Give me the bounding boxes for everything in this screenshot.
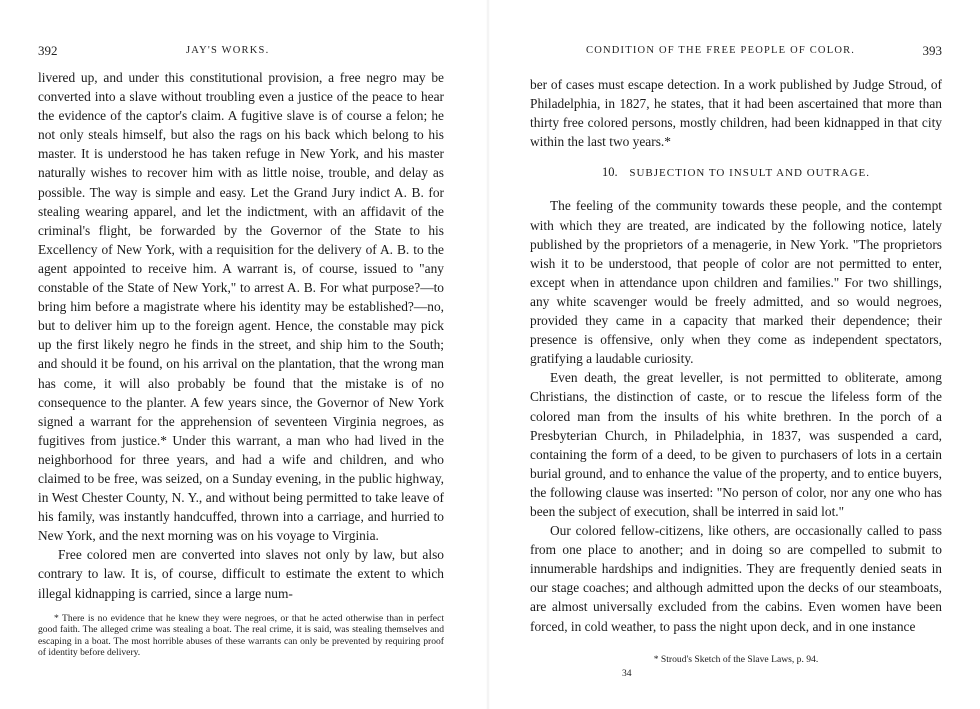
right-footnote: * Stroud's Sketch of the Slave Laws, p. 94. bbox=[653, 654, 819, 665]
left-footnote-text: * There is no evidence that he knew they were negroes, or that he acted otherwise than in perfect good faith. The alleged crime was stealing a boat. The real crime, it is said, was stealing themselves and escaping in a boat. The most horrible abuses of these warrants can only be prevented by requiring proof of identity before delivery. bbox=[38, 613, 444, 659]
right-paragraph-3: Our colored fellow-citizens, like others, are occasionally called to pass from one place to another; and in doing so are compelled to submit to innumerable hardships and indignities. They are frequently denied seats in our stage coaches; and although admitted upon the decks of our steamboats, are almost universally excluded from the cabins. Even women have been forced, in cold weather, to pass the night upon deck, and in one instance bbox=[530, 523, 942, 634]
left-body-text bbox=[38, 68, 444, 603]
right-page-number: 393 bbox=[922, 43, 942, 58]
section-title: SUBJECTION TO INSULT AND OUTRAGE. bbox=[629, 167, 871, 180]
right-paragraph-2: Even death, the great leveller, is not permitted to obliterate, among Christians, the distinction of caste, or to rescue the lifeless form of the colored man from the insults of his white brethren. In the porch of a Presbyterian Church, in Philadelphia, in 1837, was suspended a card, containing the form of a deed, to be given to purchasers of lots in a certain burial ground, and to enhance the value of the property, and to entice buyers, the following clause was inserted: "No person of color, nor any one who has been the subject of execution, shall be interred in said lot." bbox=[530, 370, 942, 519]
book-gutter bbox=[486, 0, 490, 709]
section-heading bbox=[530, 163, 942, 183]
left-paragraph-2: Free colored men are converted into slaves not only by law, but also contrary to law. It is, of course, difficult to estimate the extent to which illegal kidnapping is carried, since a large num- bbox=[38, 547, 444, 601]
right-running-head bbox=[586, 44, 942, 60]
left-footnote bbox=[38, 613, 444, 659]
left-running-head bbox=[38, 44, 444, 60]
right-opening-paragraph: ber of cases must escape detection. In a work published by Judge Stroud, of Philadelphia, in 1827, he states, that it had been ascertained that more than thirty free colored persons, mostly children, had been kidnapped in that city within the last two years.* bbox=[530, 77, 942, 150]
left-page-number: 392 bbox=[38, 43, 58, 58]
left-paragraph-1: livered up, and under this constitutional provision, a free negro may be converted into a slave without troubling even a justice of the peace to hear the evidence of the captor's claim. A fugitive slave is of course a felon; he not only steals himself, but also the rags on his back which belong to his master. It is understood he has taken refuge in New York, and his master naturally wishes to recover him with as little noise, trouble, and delay as possible. The way is simple and easy. Let the Grand Jury indict A. B. for stealing wearing apparel, and let the indictment, with an affidavit of the criminal's flight, be forwarded by the Governor of the State to his Excellency of New York, with a requisition for the delivery of A. B. to the agent appointed to receive him. A warrant is, of course, issued to "any constable of the State of New York," to arrest A. B. For what purpose?—to bring him before a magistrate where his identity may be established?—no, but to deliver him up to the foreign agent. Hence, the constable may pick up the first likely negro he finds in the street, and ship him to the South; and should it be found, on his arrival on the plantation, that the wrong man has come, it will also probably be found that the mistake is of no consequence to the planter. A few years since, the Governor of New York signed a warrant for the apprehension of seventeen Virginia negroes, as fugitives from justice.* Under this warrant, a man who had lived in the neighborhood for three years, and had a wife and children, and who claimed to be free, was seized, on a Sunday evening, in the public highway, in West Chester County, N. Y., and without being permitted to take leave of his family, was instantly handcuffed, thrown into a carriage, and hurried to New York, and the next morning was on his voyage to Virginia. bbox=[38, 70, 444, 544]
section-number: 10. bbox=[601, 165, 618, 180]
right-body-text bbox=[530, 75, 942, 636]
right-paragraph-1: The feeling of the community towards these people, and the contempt with which they are treated, are indicated by the following notice, lately published by the proprietors of a menagerie, in New York. "The proprietors wish it to be understood, that people of color are not permitted to enter, except when in attendance upon children and families." For two shillings, any white scavenger would be freely admitted, and so would negroes, provided they came in a capacity that marked their dependence; their presence is offensive, only when they come as independent spectators, gratifying a laudable curiosity. bbox=[530, 198, 942, 367]
right-running-title: CONDITION OF THE FREE PEOPLE OF COLOR. bbox=[586, 45, 856, 56]
signature-mark: 34 bbox=[622, 668, 632, 679]
left-running-title: JAY'S WORKS. bbox=[186, 45, 270, 56]
